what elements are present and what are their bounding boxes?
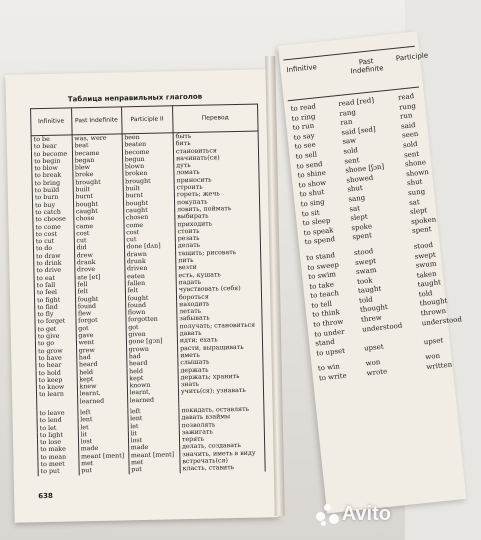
cell-translation: гореть; жечь: [174, 190, 259, 199]
right-cell-participle: written: [425, 360, 453, 372]
cell-participle-ii: cut: [124, 235, 176, 243]
cell-past-indefinite: knew: [77, 382, 127, 390]
cell-participle-ii: driven: [124, 265, 176, 273]
cell-infinitive: to keep: [36, 376, 77, 384]
cell-participle-ii: brought: [123, 177, 175, 185]
right-cell-infinitive: to sit: [301, 208, 320, 218]
right-cell-past: upset: [363, 342, 384, 353]
cell-participle-ii: learnt,: [127, 389, 179, 397]
right-cell-past: swept: [354, 256, 377, 267]
cell-translation: иметь: [178, 350, 263, 359]
right-cell-infinitive: stand: [314, 337, 336, 348]
cell-participle-ii: come: [123, 221, 175, 229]
cell-infinitive: to put: [38, 468, 79, 476]
cell-past-indefinite: left: [77, 408, 127, 416]
cell-translation: везти: [176, 263, 261, 272]
cell-past-indefinite: had: [76, 353, 126, 361]
right-cell-infinitive: to teach: [309, 289, 340, 301]
right-cell-infinitive: to sweep: [306, 260, 340, 272]
cell-translation: держать; хранить: [178, 372, 263, 381]
right-verb-list: [290, 90, 467, 385]
right-header-past-indefinite: Past Indefinite: [350, 57, 384, 76]
cell-translation: ловить, поймать: [175, 204, 260, 213]
cell-infinitive: to burn: [32, 194, 73, 202]
right-cell-participle: said: [400, 120, 416, 131]
right-cell-past: spent: [352, 231, 373, 242]
right-cell-participle: slept: [409, 206, 428, 217]
cell-past-indefinite: burnt: [73, 193, 123, 201]
right-cell-participle: seen: [401, 130, 419, 140]
avito-logo-icon: [316, 504, 338, 526]
right-cell-infinitive: to sell: [295, 150, 318, 161]
right-cell-infinitive: to sleep: [302, 216, 331, 228]
cell-translation: бить: [173, 139, 258, 148]
right-cell-infinitive: to write: [318, 371, 348, 383]
right-cell-infinitive: to tell: [310, 299, 333, 310]
right-header-infinitive: Infinitive: [286, 63, 318, 75]
right-cell-participle: read: [397, 92, 415, 102]
cell-translation: строить: [174, 183, 259, 192]
cell-infinitive: to fly: [35, 311, 76, 319]
cell-past-indefinite: grew: [76, 346, 126, 354]
cell-past-indefinite: brought: [73, 178, 123, 186]
watermark-text: Avito: [341, 503, 391, 525]
right-cell-past: took: [356, 276, 373, 286]
cell-infinitive: to make: [38, 446, 79, 454]
cell-infinitive: to mean: [38, 453, 79, 461]
right-cell-infinitive: to think: [311, 308, 341, 320]
cell-past-indefinite: felt: [75, 288, 125, 296]
cell-past-indefinite: blew: [72, 164, 122, 172]
cell-translation: давать взаймы: [179, 413, 264, 422]
right-cell-participle: sold: [402, 139, 418, 150]
cell-infinitive: to choose: [33, 216, 74, 224]
right-cell-past: understood: [361, 321, 403, 334]
right-cell-participle: sat: [408, 197, 421, 207]
cell-translation: стоить: [175, 226, 260, 235]
right-cell-participle: spent: [411, 225, 432, 236]
cell-participle-ii: become: [122, 148, 174, 156]
right-cell-past: sent: [343, 155, 360, 166]
cell-past-indefinite: fought: [75, 295, 125, 303]
cell-infinitive: to buy: [33, 201, 74, 209]
cell-infinitive: to build: [32, 187, 73, 195]
right-cell-participle: sung: [407, 187, 426, 198]
right-cell-participle: spoken: [410, 215, 437, 226]
cell-translation: дуть: [174, 161, 259, 170]
cell-participle-ii: grown: [126, 345, 178, 353]
cell-participle-ii: drawn: [124, 250, 176, 258]
cell-infinitive: to light: [37, 431, 78, 439]
cell-participle-ii: flown: [125, 308, 177, 316]
right-cell-infinitive: to see: [294, 140, 317, 152]
right-cell-infinitive: to throw: [312, 317, 344, 329]
cell-past-indefinite: learned: [77, 397, 127, 405]
cell-infinitive: to know: [36, 383, 77, 391]
cell-translation: ломать: [174, 168, 259, 177]
table-body: [31, 131, 265, 476]
cell-past-indefinite: meant [ment]: [78, 452, 128, 460]
left-page: [5, 69, 278, 522]
cell-translation: падать: [176, 277, 261, 286]
right-cell-infinitive: to send: [296, 159, 323, 171]
cell-infinitive: to eat: [34, 274, 75, 282]
cell-participle-ii: held: [127, 367, 179, 375]
cell-participle-ii: lit: [128, 429, 180, 437]
right-cell-infinitive: to under: [313, 327, 345, 339]
cell-participle-ii: heard: [126, 359, 178, 367]
right-cell-infinitive: to run: [292, 121, 315, 133]
cell-participle-ii: got: [126, 323, 178, 331]
cell-infinitive: to lend: [37, 417, 78, 425]
cell-past-indefinite: did: [74, 244, 124, 252]
cell-participle-ii: learned: [127, 396, 179, 404]
right-cell-participle: stood: [413, 240, 434, 251]
cell-participle-ii: caught: [123, 206, 175, 214]
cell-participle-ii: done [dʌn]: [124, 243, 176, 251]
cell-translation: резать: [175, 234, 260, 243]
cell-translation: знать: [178, 380, 263, 389]
cell-past-indefinite: heard: [76, 361, 126, 369]
cell-past-indefinite: kept: [77, 375, 127, 383]
cell-infinitive: to bear: [31, 143, 72, 151]
cell-translation: учить(ся); узнавать: [178, 387, 263, 396]
cell-participle-ii: left: [127, 407, 179, 415]
header-translation: Перевод: [172, 104, 258, 133]
cell-past-indefinite: cut: [74, 237, 124, 245]
cell-participle-ii: chosen: [123, 214, 175, 222]
cell-participle-ii: fallen: [125, 279, 177, 287]
cell-participle-ii: kept: [127, 374, 179, 382]
cell-past-indefinite: began: [72, 156, 122, 164]
right-cell-participle: upset: [423, 336, 444, 347]
cell-translation: встречать(ся): [180, 457, 265, 466]
right-cell-participle: rung: [398, 101, 417, 112]
right-cell-past: swam: [355, 266, 377, 277]
right-cell-past: told: [358, 295, 374, 305]
cell-past-indefinite: chose: [73, 215, 123, 223]
cell-past-indefinite: drove: [74, 266, 124, 274]
cell-past-indefinite: gave: [76, 331, 126, 339]
header-participle-ii: Participle II: [121, 106, 173, 134]
right-cell-infinitive: to read: [290, 102, 317, 114]
cell-infinitive: to find: [35, 303, 76, 311]
cell-infinitive: to draw: [34, 252, 75, 260]
right-cell-past: threw: [360, 313, 383, 324]
cell-translation: бороться: [176, 292, 261, 301]
cell-infinitive: to be: [31, 135, 72, 144]
cell-translation: покидать, оставлять: [179, 405, 264, 414]
right-cell-past: ran: [339, 117, 353, 128]
cell-translation: слышать: [178, 358, 263, 367]
right-cell-past: thought: [359, 303, 389, 315]
cell-participle-ii: built: [123, 184, 175, 192]
cell-infinitive: to let: [37, 424, 78, 432]
cell-participle-ii: lent: [128, 415, 180, 423]
right-cell-participle: won: [424, 352, 441, 362]
cell-infinitive: to lose: [37, 439, 78, 447]
cell-infinitive: to forget: [35, 318, 76, 326]
cell-translation: идти; ехать: [177, 336, 262, 345]
right-cell-infinitive: to spend: [304, 235, 336, 247]
right-cell-past: won: [365, 358, 381, 368]
right-cell-participle: swum: [415, 259, 437, 270]
cell-translation: давать: [177, 329, 262, 338]
cell-infinitive: to cut: [33, 238, 74, 246]
cell-past-indefinite: cost: [74, 229, 124, 237]
cell-participle-ii: lost: [128, 436, 180, 444]
cell-past-indefinite: flew: [75, 309, 125, 317]
right-cell-infinitive: to speak: [303, 225, 334, 238]
right-cell-past: spoke: [351, 221, 373, 233]
cell-infinitive: to feel: [34, 289, 75, 297]
cell-past-indefinite: drew: [74, 251, 124, 259]
cell-participle-ii: meant [ment]: [128, 451, 180, 459]
right-cell-past: slept: [350, 212, 369, 223]
cell-participle-ii: forgotten: [125, 316, 177, 324]
right-cell-participle: taken: [416, 269, 437, 280]
cell-past-indefinite: drank: [74, 258, 124, 266]
right-cell-past: shone [ʃɔn]: [344, 162, 385, 175]
cell-infinitive: to fight: [34, 296, 75, 304]
cell-participle-ii: cost: [124, 228, 176, 236]
cell-participle-ii: met: [128, 458, 180, 466]
cell-past-indefinite: got: [76, 324, 126, 332]
avito-watermark: [316, 503, 391, 526]
right-cell-participle: shut: [406, 178, 423, 188]
cell-participle-ii: bought: [123, 199, 175, 207]
cell-infinitive: to grow: [36, 347, 77, 355]
cell-infinitive: to drive: [34, 267, 75, 275]
cell-participle-ii: fought: [125, 294, 177, 302]
cell-infinitive: to fall: [34, 281, 75, 289]
cell-past-indefinite: met: [79, 459, 129, 467]
cell-infinitive: to hold: [36, 369, 77, 377]
cell-infinitive: to drink: [34, 259, 75, 267]
cell-infinitive: to come: [33, 223, 74, 231]
cell-translation: класть, ставить: [180, 464, 265, 473]
cell-participle-ii: had: [126, 352, 178, 360]
cell-past-indefinite: became: [72, 149, 122, 157]
header-past-indefinite: Past Indefinite: [71, 107, 122, 135]
cell-participle-ii: broken: [122, 170, 174, 178]
header-infinitive: Infinitive: [31, 108, 72, 136]
cell-translation: получать; становиться: [177, 321, 262, 330]
right-cell-infinitive: to sing: [300, 197, 326, 209]
cell-translation: делать, создавать: [180, 442, 265, 451]
cell-infinitive: to meet: [38, 460, 79, 468]
cell-translation: находить: [177, 299, 262, 308]
cell-past-indefinite: built: [73, 185, 123, 193]
cell-translation: значить, иметь в виду: [180, 449, 265, 458]
cell-translation: расти, выращивать: [177, 343, 262, 352]
cell-infinitive: to do: [33, 245, 74, 253]
cell-translation: приносить: [174, 175, 259, 184]
cell-participle-ii: made: [128, 444, 180, 452]
cell-infinitive: to leave: [37, 409, 78, 417]
cell-participle-ii: beaten: [122, 141, 174, 149]
page-number: 638: [38, 491, 53, 501]
right-cell-infinitive: to shut: [299, 188, 325, 199]
cell-translation: делать: [175, 241, 260, 250]
right-cell-infinitive: to swim: [307, 270, 337, 282]
right-cell-infinitive: to say: [293, 131, 315, 142]
right-cell-past: sat: [349, 203, 361, 213]
cell-participle-ii: let: [128, 422, 180, 430]
cell-translation: приходить: [175, 219, 260, 228]
cell-translation: быть: [173, 131, 258, 141]
table-title: Таблица неправильных глаголов: [67, 92, 203, 104]
right-cell-participle: understood: [421, 314, 463, 328]
cell-infinitive: to give: [35, 332, 76, 340]
right-cell-infinitive: to show: [298, 178, 327, 190]
cell-participle-ii: known: [127, 381, 179, 389]
right-cell-participle: sent: [403, 149, 420, 159]
cell-infinitive: to go: [35, 340, 76, 348]
right-cell-infinitive: to shine: [297, 168, 327, 180]
cell-infinitive: to blow: [32, 165, 73, 173]
cell-past-indefinite: learnt,: [77, 390, 127, 398]
cell-participle-ii: begun: [122, 155, 174, 163]
cell-translation: чувствовать (себя): [176, 285, 261, 294]
cell-past-indefinite: ate [et]: [75, 273, 125, 281]
cell-infinitive: to get: [35, 325, 76, 333]
cell-participle-ii: burnt: [123, 192, 175, 200]
right-cell-past: taught: [357, 284, 382, 296]
cell-past-indefinite: lit: [78, 430, 128, 438]
cell-participle-ii: drunk: [124, 257, 176, 265]
cell-translation: терять: [179, 435, 264, 444]
cell-participle-ii: been: [122, 133, 174, 142]
right-cell-participle: taught: [417, 278, 442, 289]
right-cell-past: sold: [342, 146, 359, 156]
right-cell-participle: shone: [404, 158, 427, 169]
right-cell-participle: told: [418, 289, 433, 299]
cell-past-indefinite: bought: [73, 200, 123, 208]
cell-infinitive: to learn: [36, 391, 77, 399]
right-cell-infinitive: to stand: [305, 251, 336, 263]
cell-infinitive: to bring: [32, 179, 73, 187]
right-cell-past: wrote: [366, 367, 388, 378]
cell-infinitive: to cost: [33, 230, 74, 238]
cell-translation: покупать: [174, 197, 259, 206]
cell-past-indefinite: made: [78, 445, 128, 453]
right-header-participle: Participle: [395, 51, 429, 63]
cell-past-indefinite: went: [76, 339, 126, 347]
right-cell-participle: run: [399, 111, 413, 121]
cell-translation: пить: [176, 256, 261, 265]
right-cell-past: stood: [353, 247, 374, 258]
cell-translation: позволять: [179, 420, 264, 429]
cell-past-indefinite: was, were: [72, 134, 122, 143]
cell-participle-ii: blown: [122, 162, 174, 170]
cell-translation: зажигать: [179, 427, 264, 436]
right-cell-past: saw: [341, 136, 357, 147]
cell-participle-ii: given: [126, 330, 178, 338]
right-cell-past: read [red]: [337, 96, 375, 108]
cell-translation: летать: [177, 307, 262, 316]
cell-participle-ii: found: [125, 301, 177, 309]
cell-infinitive: to catch: [33, 208, 74, 216]
right-cell-past: sang: [348, 193, 366, 204]
cell-translation: начинать(ся): [173, 153, 258, 162]
cell-translation: есть, кушать: [176, 270, 261, 279]
cell-participle-ii: gone [gɔn]: [126, 338, 178, 346]
cell-translation: тащить; рисовать: [175, 248, 260, 257]
cell-past-indefinite: held: [77, 368, 127, 376]
right-cell-participle: thrown: [420, 306, 447, 318]
cell-past-indefinite: lost: [78, 437, 128, 445]
cell-infinitive: to break: [32, 172, 73, 180]
cell-past-indefinite: put: [79, 467, 129, 475]
right-cell-past: showed: [345, 173, 374, 185]
cell-translation: становиться: [173, 146, 258, 155]
cell-translation: забывать: [177, 314, 262, 323]
right-cell-participle: swept: [414, 250, 437, 261]
cell-past-indefinite: beat: [72, 142, 122, 150]
right-cell-infinitive: to ring: [291, 112, 316, 123]
cell-past-indefinite: found: [75, 302, 125, 310]
cell-past-indefinite: broke: [72, 171, 122, 179]
right-cell-past: rang: [338, 107, 357, 118]
irregular-verbs-table: [30, 104, 266, 476]
cell-past-indefinite: let: [78, 423, 128, 431]
right-cell-participle: thought: [419, 297, 448, 309]
cell-infinitive: to become: [31, 150, 72, 158]
right-cell-infinitive: to win: [317, 362, 341, 374]
cell-translation: держать: [178, 365, 263, 374]
right-cell-past: said [sed]: [340, 125, 377, 137]
cell-infinitive: to begin: [32, 157, 73, 165]
right-cell-infinitive: to upset: [315, 346, 346, 358]
right-cell-participle: shown: [405, 167, 430, 179]
right-cell-past: shut: [347, 184, 364, 194]
cell-past-indefinite: caught: [73, 207, 123, 215]
cell-past-indefinite: fell: [75, 280, 125, 288]
cell-infinitive: to hear: [36, 362, 77, 370]
cell-participle-ii: put: [129, 466, 181, 474]
cell-past-indefinite: lent: [78, 416, 128, 424]
cell-past-indefinite: came: [74, 222, 124, 230]
cell-participle-ii: eaten: [125, 272, 177, 280]
cell-past-indefinite: forgot: [76, 317, 126, 325]
cell-infinitive: to have: [36, 354, 77, 362]
right-cell-infinitive: to take: [308, 280, 335, 291]
cell-participle-ii: felt: [125, 287, 177, 295]
cell-translation: выбирать: [175, 212, 260, 221]
